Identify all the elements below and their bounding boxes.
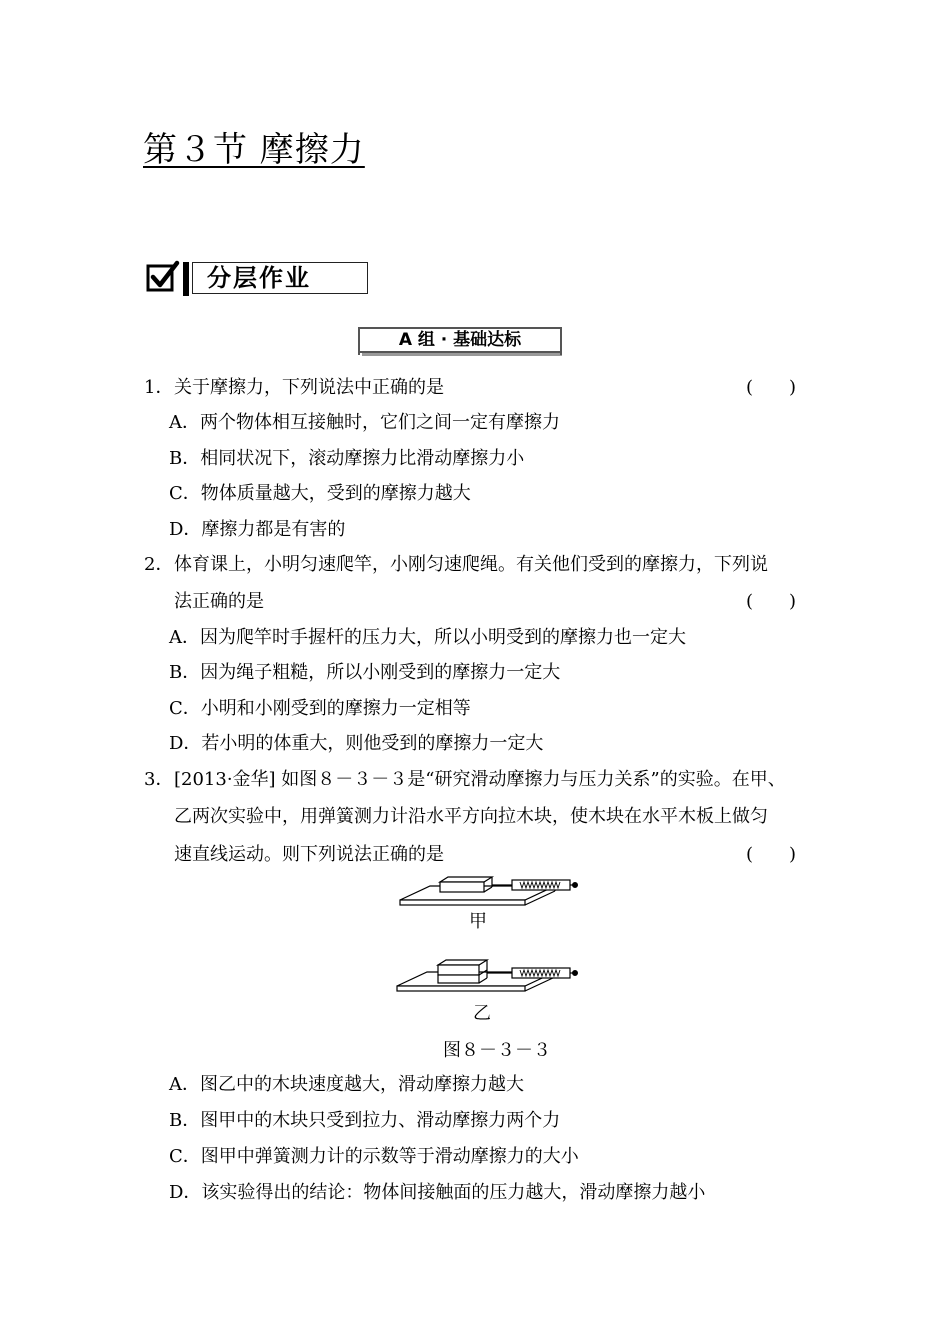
group-label-shadow <box>362 353 562 356</box>
q1-number: 1． <box>144 377 174 398</box>
q2-option-c: C．小明和小刚受到的摩擦力一定相等 <box>169 698 471 719</box>
q2-option-a: A．因为爬竿时手握杆的压力大，所以小明受到的摩擦力也一定大 <box>169 627 686 648</box>
figure-label-jia: 甲 <box>469 911 487 932</box>
q2-stem-line-2: 法正确的是 <box>174 591 264 612</box>
q1-stem: 关于摩擦力，下列说法中正确的是 <box>174 377 444 398</box>
q2-option-b: B．因为绳子粗糙，所以小刚受到的摩擦力一定大 <box>169 662 561 683</box>
q3-stem-line-1: [2013·金华] 如图８－３－３是“研究滑动摩擦力与压力关系”的实验。在甲、 <box>174 769 786 790</box>
q2-number: 2． <box>144 554 174 575</box>
q3-option-c: C．图甲中弹簧测力计的示数等于滑动摩擦力的大小 <box>169 1146 579 1167</box>
q3-option-a: A．图乙中的木块速度越大，滑动摩擦力越大 <box>169 1074 524 1095</box>
q3-option-b: B．图甲中的木块只受到拉力、滑动摩擦力两个力 <box>169 1110 561 1131</box>
section-header-bar <box>183 262 189 296</box>
q1-option-b: B．相同状况下，滚动摩擦力比滑动摩擦力小 <box>169 448 525 469</box>
q3-stem-line-3: 速直线运动。则下列说法正确的是 <box>174 844 444 865</box>
checkbox-checked-icon <box>146 260 180 296</box>
q2-answer-blank: ( ) <box>746 591 797 612</box>
q2-stem-line-1: 体育课上，小明匀速爬竿，小刚匀速爬绳。有关他们受到的摩擦力，下列说 <box>174 554 768 575</box>
figure-label-yi: 乙 <box>473 1003 491 1024</box>
figure-caption: 图８－３－３ <box>443 1040 551 1061</box>
section-header <box>146 258 372 300</box>
q3-answer-blank: ( ) <box>746 844 797 865</box>
q1-answer-blank: ( ) <box>746 377 797 398</box>
q2-option-d: D．若小明的体重大，则他受到的摩擦力一定大 <box>169 733 544 754</box>
q1-option-a: A．两个物体相互接触时，它们之间一定有摩擦力 <box>169 412 560 433</box>
setup-jia <box>400 877 577 905</box>
q3-number: 3． <box>144 769 174 790</box>
group-label-tag <box>358 325 562 357</box>
group-label: A 组 · 基础达标 <box>398 330 522 350</box>
q3-stem-line-2: 乙两次实验中，用弹簧测力计沿水平方向拉木块，使木块在水平木板上做匀 <box>174 806 768 827</box>
q1-option-d: D．摩擦力都是有害的 <box>169 519 346 540</box>
q1-option-c: C．物体质量越大，受到的摩擦力越大 <box>169 483 471 504</box>
page-title: 第３节 摩擦力 <box>143 130 365 170</box>
q3-option-d: D．该实验得出的结论：物体间接触面的压力越大，滑动摩擦力越小 <box>169 1182 706 1203</box>
setup-yi <box>397 960 577 991</box>
section-header-label: 分层作业 <box>192 262 368 294</box>
